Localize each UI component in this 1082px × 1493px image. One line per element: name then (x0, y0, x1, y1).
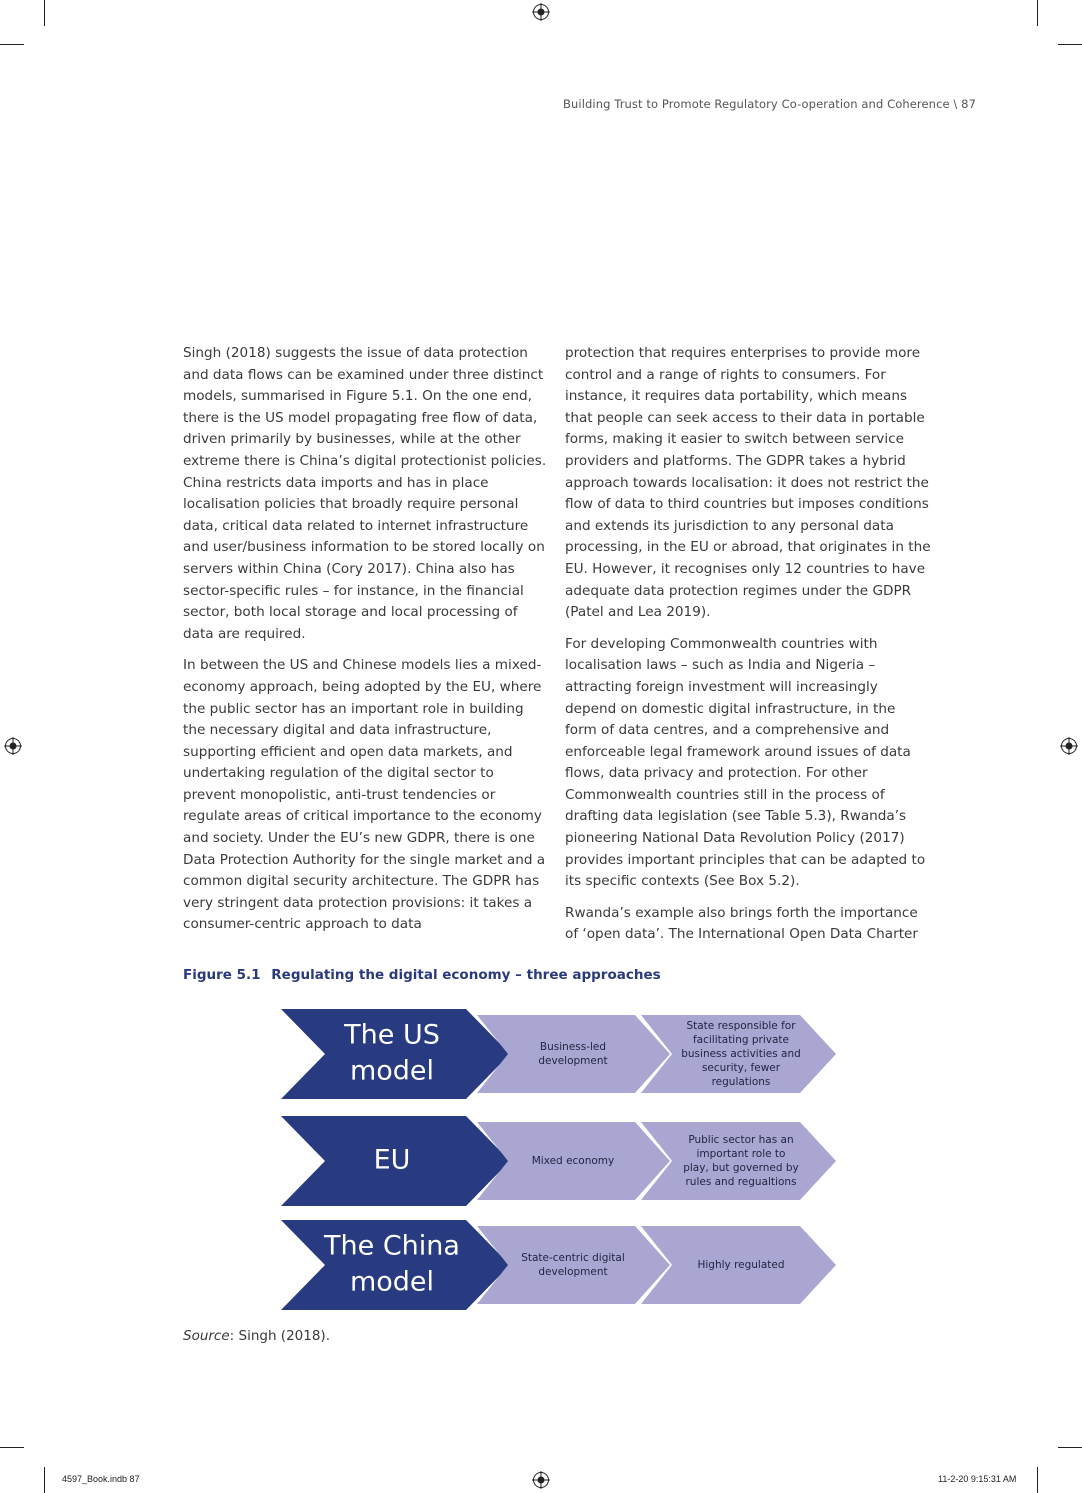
step-label: Mixed economy (531, 1155, 615, 1167)
slug-left: 4597_Book.indb 87 (62, 1474, 140, 1484)
step-label: security, fewer (701, 1062, 781, 1074)
step-label: facilitating private (692, 1034, 790, 1046)
step-label: business activities and (681, 1048, 801, 1060)
model-label: The China (324, 1230, 460, 1262)
step-label: important role to (696, 1148, 786, 1160)
paragraph: In between the US and Chinese models lies a mixed-economy approach, being adopted by the EU, where the public sector has an important role in building the necessary digital and data infrastructure, supporting efficient and open data markets, and undertaking regulation of the digital sector to prevent monopolistic, anti-trust tendencies or regulate areas of critical importance to the economy and society. Under the EU’s new GDPR, there is one Data Protection Authority for the single market and a common digital security architecture. The GDPR has very stringent data protection provisions: it takes a consumer-centric approach to data (183, 657, 546, 933)
step-label: State responsible for (686, 1020, 796, 1032)
step-label: Public sector has an (688, 1134, 794, 1146)
figure-title: Regulating the digital economy – three approaches (271, 967, 661, 983)
step-label: development (538, 1266, 608, 1278)
model-label: EU (373, 1144, 411, 1176)
source-text: : Singh (2018). (229, 1328, 330, 1344)
running-head: Building Trust to Promote Regulatory Co-operation and Coherence \ 87 (563, 97, 976, 111)
model-label: The US (344, 1019, 440, 1051)
slug-right: 11-2-20 9:15:31 AM (938, 1474, 1017, 1484)
figure-number: Figure 5.1 (183, 967, 261, 983)
step-label: development (538, 1055, 608, 1067)
paragraph: Rwanda’s example also brings forth the importance of ‘open data’. The International Open Data Charter (565, 904, 918, 943)
paragraph: protection that requires enterprises to provide more control and a range of rights to consumers. For instance, it requires data portability, which means that people can seek access to their data in portable forms, making it easier to switch between service providers and platforms. The GDPR takes a hybrid approach towards localisation: it does not restrict the flow of data to third countries but imposes conditions and extends its jurisdiction to any personal data processing, in the EU or abroad, that originates in the EU. However, it recognises only 12 countries to have adequate data protection regimes under the GDPR (Patel and Lea 2019). (565, 345, 931, 621)
paragraph: Singh (2018) suggests the issue of data protection and data flows can be examined under three distinct models, summarised in Figure 5.1. On the one end, there is the US model propagating free flow of data, driven primarily by businesses, while at the other extreme there is China’s digital protectionist policies. China restricts data imports and has in place localisation policies that broadly require personal data, critical data related to internet infrastructure and user/business information to be stored locally on servers within China (Cory 2017). China also has sector-specific rules – for instance, in the financial sector, both local storage and local processing of data are required. (183, 345, 547, 642)
step-label: Business-led (539, 1041, 607, 1053)
step-label: rules and regualtions (685, 1176, 797, 1188)
figure-source (183, 1328, 330, 1344)
step-label: play, but governed by (683, 1162, 799, 1174)
step-label: State-centric digital (521, 1252, 625, 1264)
step-label: regulations (711, 1076, 771, 1088)
model-label: model (349, 1266, 435, 1298)
model-label: model (349, 1055, 435, 1087)
paragraph: For developing Commonwealth countries with localisation laws – such as India and Nigeria – attracting foreign investment will increasingly depend on domestic digital infrastructure, in the form of data centres, and a comprehensive and enforceable legal framework around issues of data flows, data privacy and protection. For other Commonwealth countries still in the process of drafting data legislation (see Table 5.3), Rwanda’s pioneering National Data Revolution Policy (2017) provides important principles that can be adapted to its specific contexts (See Box 5.2). (565, 635, 926, 890)
source-label: Source (183, 1328, 230, 1344)
step-label: Highly regulated (697, 1259, 785, 1271)
